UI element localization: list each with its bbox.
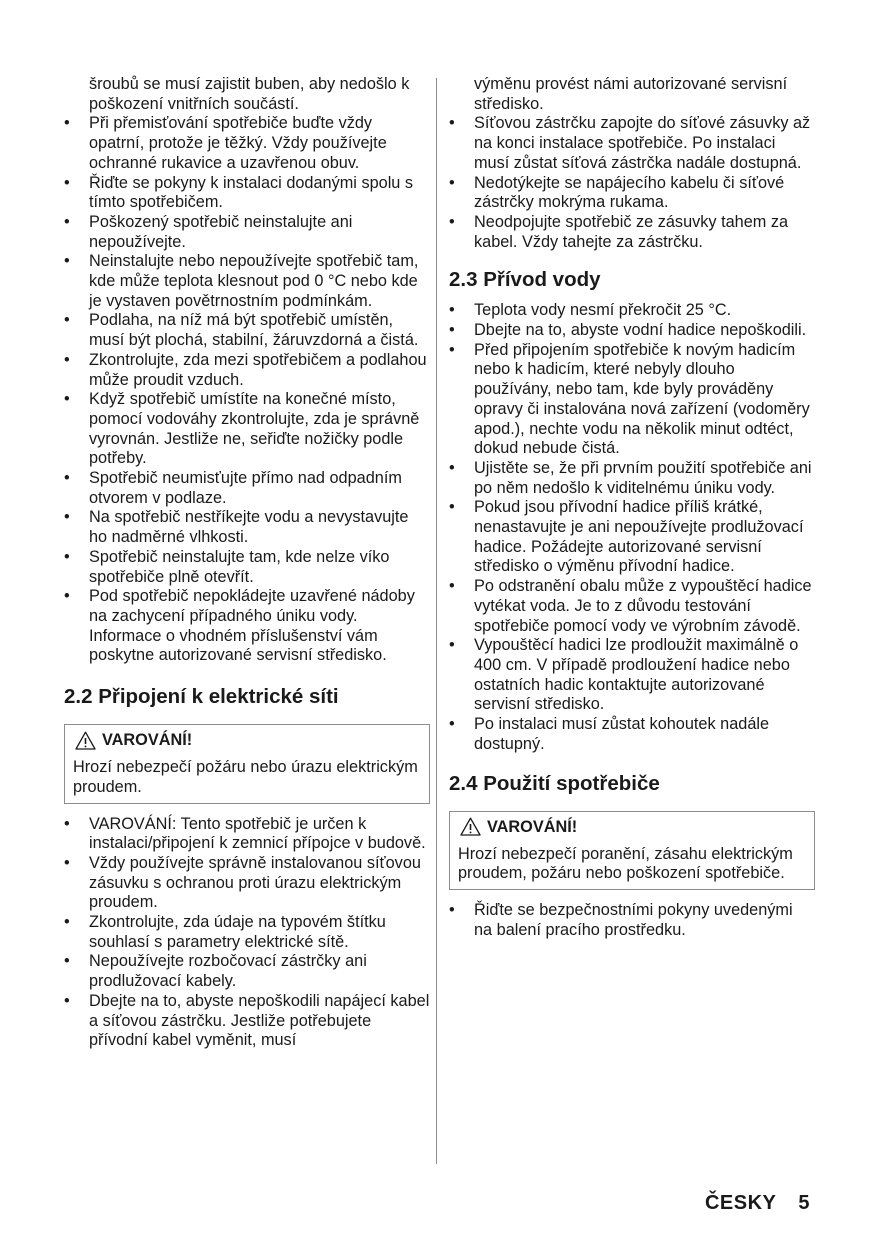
installation-list-continued <box>64 75 430 666</box>
list-item: • Teplota vody nesmí překročit 25 °C. <box>449 301 815 321</box>
water-supply-list <box>449 301 815 754</box>
warning-triangle-icon <box>75 731 96 750</box>
list-item: • Dbejte na to, abyste vodní hadice nepoškodili. <box>449 321 815 341</box>
list-item: • Nepoužívejte rozbočovací zástrčky ani prodlužovací kabely. <box>64 952 430 991</box>
list-item: • Na spotřebič nestříkejte vodu a nevystavujte ho nadměrné vlhkosti. <box>64 508 430 547</box>
list-item: • Pod spotřebič nepokládejte uzavřené nádoby na zachycení případného úniku vody. Informace o vhodném příslušenství vám poskytne autorizované servisní středisko. <box>64 587 430 666</box>
list-item: • Neodpojujte spotřebič ze zásuvky tahem za kabel. Vždy tahejte za zástrčku. <box>449 213 815 252</box>
list-item: • Podlaha, na níž má být spotřebič umístěn, musí být plochá, stabilní, žáruvzdorná a čistá. <box>64 311 430 350</box>
warning-box-electrical <box>64 724 430 803</box>
list-item: • Poškozený spotřebič neinstalujte ani nepoužívejte. <box>64 213 430 252</box>
list-item: šroubů se musí zajistit buben, aby nedošlo k poškození vnitřních součástí. <box>89 75 410 113</box>
page-footer <box>705 1192 810 1215</box>
list-item: • VAROVÁNÍ: Tento spotřebič je určen k instalaci/připojení k zemnicí přípojce v budově. <box>64 815 430 854</box>
section-heading-use: 2.4 Použití spotřebiče <box>449 771 660 795</box>
warning-text: Hrozí nebezpečí požáru nebo úrazu elektrickým proudem. <box>73 758 418 796</box>
warning-text: Hrozí nebezpečí poranění, zásahu elektrickým proudem, požáru nebo poškození spotřebiče. <box>458 844 793 883</box>
use-list <box>449 901 815 940</box>
list-item: • Síťovou zástrčku zapojte do síťové zásuvky až na konci instalace spotřebiče. Po instalaci musí zůstat síťová zástrčka nadále dostupná. <box>449 114 815 173</box>
list-item: • Dbejte na to, abyste nepoškodili napájecí kabel a síťovou zástrčku. Jestliže potřebujete přívodní kabel vyměnit, musí <box>64 992 430 1051</box>
list-item: • Před připojením spotřebiče k novým hadicím nebo k hadicím, které nebyly dlouho používány, nebo tam, kde byly prováděny opravy či instalována nová zařízení (vodoměry apod.), nechte vodu na několik minut odtéct, dokud nebude čistá. <box>449 341 815 459</box>
list-item: • Neinstalujte nebo nepoužívejte spotřebič tam, kde může teplota klesnout pod 0 °C nebo kde je vystaven povětrnostním podmínkám. <box>64 252 430 311</box>
left-column <box>64 75 430 1051</box>
list-item: • Řiďte se pokyny k instalaci dodanými spolu s tímto spotřebičem. <box>64 174 430 213</box>
list-item: výměnu provést námi autorizované servisní středisko. <box>474 75 788 113</box>
list-item: • Po odstranění obalu může z vypouštěcí hadice vytékat voda. Je to z důvodu testování spotřebiče pomocí vody ve výrobním závodě. <box>449 577 815 636</box>
list-item: • Vždy používejte správně instalovanou síťovou zásuvku s ochranou proti úrazu elektrickým proudem. <box>64 854 430 913</box>
list-item: • Po instalaci musí zůstat kohoutek nadále dostupný. <box>449 715 815 754</box>
column-divider <box>436 78 437 1164</box>
section-heading-water-supply: 2.3 Přívod vody <box>449 268 601 292</box>
warning-title <box>458 817 806 837</box>
list-item: • Řiďte se bezpečnostními pokyny uvedenými na balení pracího prostředku. <box>449 901 815 940</box>
warning-title <box>73 730 421 750</box>
list-item: • Zkontrolujte, zda mezi spotřebičem a podlahou může proudit vzduch. <box>64 351 430 390</box>
list-item: • Spotřebič neumisťujte přímo nad odpadním otvorem v podlaze. <box>64 469 430 508</box>
warning-title-text: VAROVÁNÍ! <box>102 731 193 750</box>
electrical-list <box>64 815 430 1051</box>
electrical-list-continued <box>449 75 815 252</box>
list-item: • Vypouštěcí hadici lze prodloužit maximálně o 400 cm. V případě prodloužení hadice nebo ostatních hadic kontaktujte autorizované servisní středisko. <box>449 636 815 715</box>
list-item: • Při přemisťování spotřebiče buďte vždy opatrní, protože je těžký. Vždy používejte ochranné rukavice a uzavřenou obuv. <box>64 114 430 173</box>
warning-triangle-icon <box>460 817 481 836</box>
warning-title-text: VAROVÁNÍ! <box>487 817 578 836</box>
list-item: • Ujistěte se, že při prvním použití spotřebiče ani po něm nedošlo k viditelnému úniku vody. <box>449 459 815 498</box>
section-heading-electrical: 2.2 Připojení k elektrické síti <box>64 685 339 709</box>
right-column <box>449 75 815 940</box>
page-number: 5 <box>798 1192 810 1214</box>
warning-box-use <box>449 811 815 890</box>
list-item: • Spotřebič neinstalujte tam, kde nelze víko spotřebiče plně otevřít. <box>64 548 430 587</box>
list-item: • Když spotřebič umístíte na konečné místo, pomocí vodováhy zkontrolujte, zda je správně vyrovnán. Jestliže ne, seřiďte nožičky podle potřeby. <box>64 390 430 469</box>
footer-language: ČESKY <box>704 1192 777 1214</box>
list-item: • Pokud jsou přívodní hadice příliš krátké, nenastavujte je ani nepoužívejte prodlužovací hadice. Požádejte autorizované servisní středisko o výměnu přívodní hadice. <box>449 498 815 577</box>
list-item: • Nedotýkejte se napájecího kabelu či síťové zástrčky mokrýma rukama. <box>449 174 815 213</box>
list-item: • Zkontrolujte, zda údaje na typovém štítku souhlasí s parametry elektrické sítě. <box>64 913 430 952</box>
